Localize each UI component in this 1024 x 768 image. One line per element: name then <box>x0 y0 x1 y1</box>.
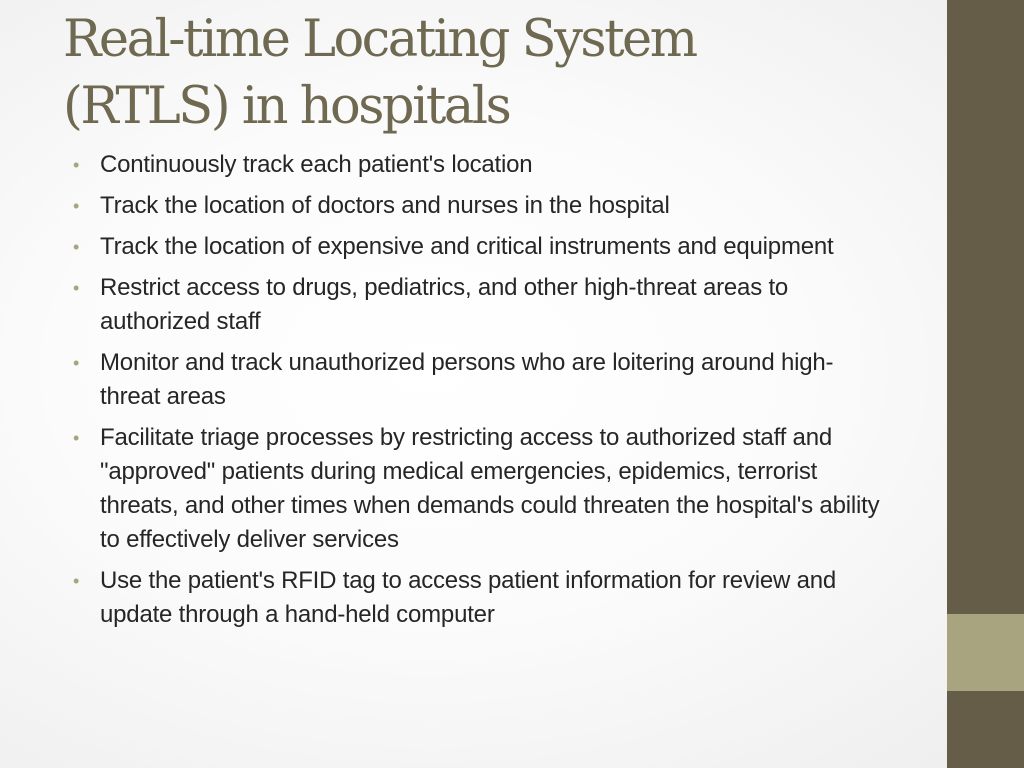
slide-title-line-1: Real-time Locating System <box>63 10 696 69</box>
bullet-item <box>73 189 890 223</box>
bullet-text: Track the location of doctors and nurses in the hospital <box>100 192 670 219</box>
bullet-dot-icon: • <box>73 353 80 373</box>
bullet-text: Track the location of expensive and critical instruments and equipment <box>100 233 834 260</box>
bullet-text: Facilitate triage processes by restricting access to authorized staff and "approved" patients during medical emergencies, epidemics, terrorist threats, and other times when demands could threaten the hospital's ability to effectively deliver services <box>100 424 880 553</box>
bullet-text: Use the patient's RFID tag to access patient information for review and update through a hand-held computer <box>100 567 837 628</box>
side-accent-block <box>947 614 1024 691</box>
bullet-dot-icon: • <box>73 196 80 216</box>
bullet-item <box>73 421 890 557</box>
bullet-dot-icon: • <box>73 278 80 298</box>
bullet-dot-icon: • <box>73 571 80 591</box>
bullet-text: Monitor and track unauthorized persons who are loitering around high-threat areas <box>100 349 834 410</box>
bullet-item <box>73 230 890 264</box>
bullet-item <box>73 564 890 632</box>
bullet-item <box>73 271 890 339</box>
slide-title <box>63 6 923 140</box>
bullet-dot-icon: • <box>73 155 80 175</box>
bullet-dot-icon: • <box>73 237 80 257</box>
bullet-text: Restrict access to drugs, pediatrics, and other high-threat areas to authorized staff <box>100 274 789 335</box>
bullet-item <box>73 148 890 182</box>
bullet-text: Continuously track each patient's location <box>100 151 533 178</box>
bullet-dot-icon: • <box>73 428 80 448</box>
bullet-item <box>73 346 890 414</box>
bullet-list <box>73 148 890 639</box>
slide-title-line-2: (RTLS) in hospitals <box>63 77 510 136</box>
